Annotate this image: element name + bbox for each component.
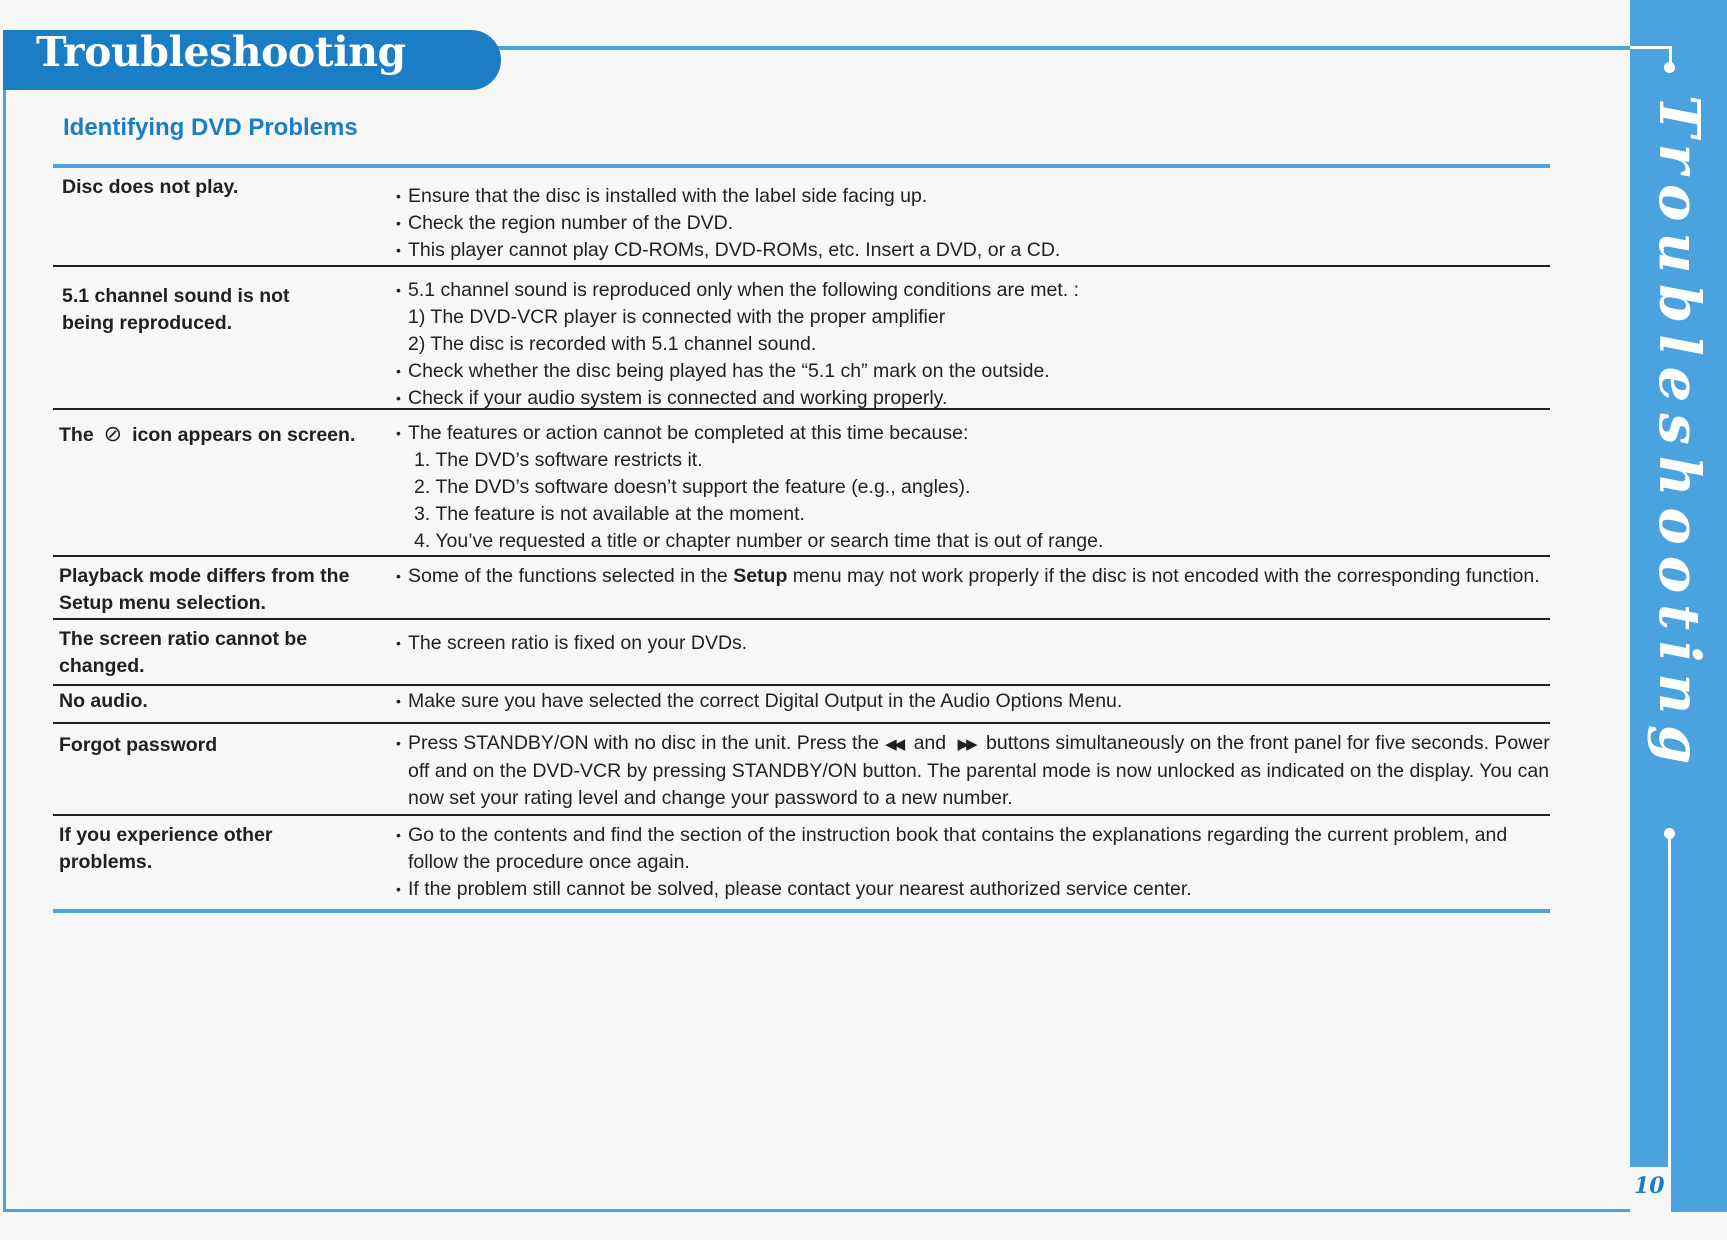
side-dot-top	[1664, 62, 1675, 73]
header-rule	[495, 46, 1630, 50]
remedy-list	[396, 626, 1550, 678]
troubleshooting-table	[53, 164, 1550, 913]
problem-label: No audio.	[59, 690, 148, 712]
table-row	[53, 618, 1550, 684]
condition-item: 1) The DVD-VCR player is connected with the proper amplifier	[408, 306, 946, 328]
table-row	[53, 168, 1550, 265]
problem-label: Disc does not play.	[62, 176, 239, 198]
table-row	[53, 722, 1550, 814]
side-title: Troubleshooting	[1646, 95, 1712, 776]
remedy-item: • If the problem still cannot be solved, please contact your nearest authorized service center.	[396, 878, 1192, 900]
condition-item: 2) The disc is recorded with 5.1 channel sound.	[408, 333, 817, 355]
table-row	[53, 814, 1550, 909]
page-number: 10	[1634, 1173, 1665, 1199]
problem-text-after: icon appears on screen.	[132, 424, 356, 446]
table-row	[53, 265, 1550, 408]
remedy-item: • Go to the contents and find the section of the instruction book that contains the explanations regarding the current problem, and follow the procedure once again.	[396, 824, 1508, 873]
reason-item: 2. The DVD’s software doesn’t support the feature (e.g., angles).	[414, 476, 971, 498]
reason-item: 3. The feature is not available at the moment.	[414, 503, 805, 525]
remedy-list	[396, 822, 1550, 903]
remedy-list	[396, 273, 1550, 409]
remedy-list	[396, 416, 1550, 552]
remedy-list	[396, 688, 1550, 716]
problem-label: Forgot password	[59, 734, 218, 756]
section-title: Identifying DVD Problems	[63, 114, 358, 141]
problem-label: 5.1 channel sound is not being reproduced.	[62, 285, 290, 334]
problem-label: Playback mode differs from the Setup menu selection.	[59, 565, 350, 614]
side-line	[1668, 838, 1671, 1168]
rewind-icon: ◀◀	[885, 736, 903, 753]
remedy-item: • Ensure that the disc is installed with the label side facing up.	[396, 185, 928, 207]
problem-label	[53, 416, 396, 549]
remedy-item: • Check if your audio system is connected and working properly.	[396, 387, 948, 409]
table-row	[53, 555, 1550, 618]
remedy-item: • 5.1 channel sound is reproduced only when the following conditions are met. :	[396, 279, 1079, 301]
fast-forward-icon: ▶▶	[957, 736, 975, 753]
reason-item: 4. You’ve requested a title or chapter number or search time that is out of range.	[414, 530, 1104, 552]
setup-menu-name: Setup	[733, 565, 788, 587]
reason-item: 1. The DVD’s software restricts it.	[414, 449, 703, 471]
problem-label: The screen ratio cannot be changed.	[59, 628, 308, 677]
remedy-item: • The screen ratio is fixed on your DVDs.	[396, 632, 748, 654]
remedy-item: • Some of the functions selected in the Setup menu may not work properly if the disc is not encoded with the corresponding function.	[396, 565, 1540, 587]
remedy-item: • Check the region number of the DVD.	[396, 212, 734, 234]
remedy-item: • Press STANDBY/ON with no disc in the unit. Press the ◀◀ and ▶▶ buttons simultaneously on the front panel for five seconds. Power off and on the DVD-VCR by pressing STANDBY/ON button. The parental mode is now unlocked as indicated on the display. You can now set your rating level and change your password to a new number.	[396, 732, 1550, 809]
problem-text-before: The	[59, 424, 94, 446]
remedy-list	[396, 730, 1550, 808]
remedy-item: • Check whether the disc being played has the “5.1 ch” mark on the outside.	[396, 360, 1050, 382]
table-row	[53, 408, 1550, 555]
prohibited-icon: ⊘	[103, 421, 123, 446]
page-title: Troubleshooting	[36, 28, 406, 76]
remedy-item: • This player cannot play CD-ROMs, DVD-ROMs, etc. Insert a DVD, or a CD.	[396, 239, 1061, 261]
remedy-list	[396, 563, 1550, 612]
remedy-item: • Make sure you have selected the correct Digital Output in the Audio Options Menu.	[396, 690, 1123, 712]
problem-label: If you experience other problems.	[59, 824, 273, 873]
table-row	[53, 684, 1550, 722]
remedy-list	[396, 174, 1550, 259]
remedy-item: • The features or action cannot be completed at this time because:	[396, 422, 969, 444]
